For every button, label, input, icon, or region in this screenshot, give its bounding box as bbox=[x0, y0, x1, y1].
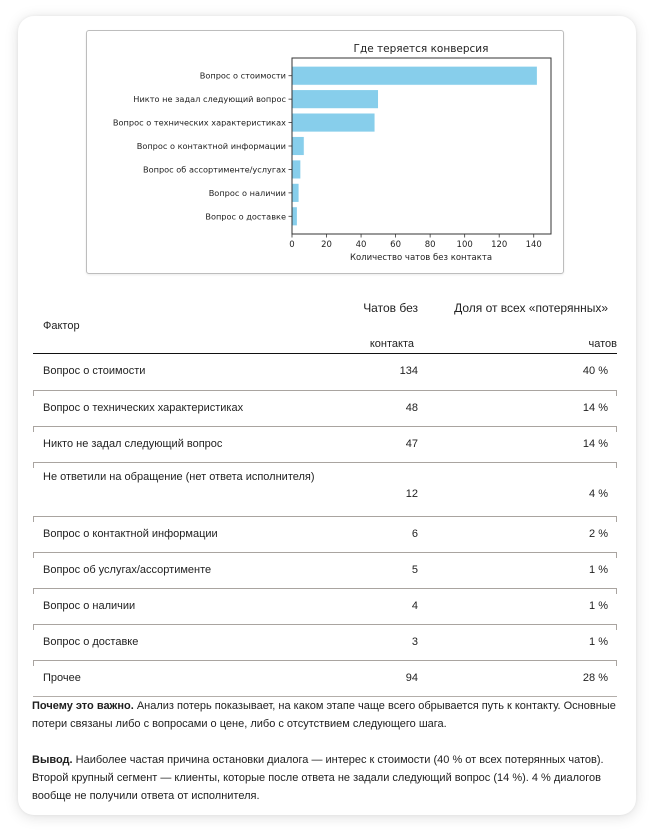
loss-factors-table bbox=[33, 296, 617, 697]
cell-share: 14 % bbox=[582, 402, 608, 414]
cell-share: 1 % bbox=[589, 564, 608, 576]
conclusion-paragraph bbox=[32, 751, 622, 805]
cell-count: 12 bbox=[405, 488, 418, 500]
cell-share: 40 % bbox=[582, 365, 608, 377]
x-tick-label: 80 bbox=[424, 240, 436, 250]
cell-factor: Вопрос о доставке bbox=[43, 636, 139, 648]
table-row bbox=[33, 624, 617, 660]
bar-4 bbox=[292, 160, 301, 179]
cell-share: 2 % bbox=[589, 528, 608, 540]
table-row bbox=[33, 462, 617, 516]
cell-count: 94 bbox=[405, 672, 418, 684]
cell-factor: Вопрос о технических характеристиках bbox=[43, 402, 244, 414]
cell-factor: Вопрос об услугах/ассортименте bbox=[43, 564, 212, 576]
y-tick-label: Никто не задал следующий вопрос bbox=[133, 94, 286, 105]
table-row bbox=[33, 552, 617, 588]
bar-2 bbox=[292, 113, 375, 132]
header-share-line1: Доля от всех «потерянных» bbox=[454, 301, 608, 315]
cell-count: 48 bbox=[405, 402, 418, 414]
bar-chart-svg bbox=[87, 31, 563, 273]
cell-share: 14 % bbox=[582, 438, 608, 450]
header-count-line2: контакта bbox=[369, 338, 414, 350]
header-factor: Фактор bbox=[43, 320, 80, 332]
table-row bbox=[33, 588, 617, 624]
cell-factor: Прочее bbox=[43, 672, 81, 684]
bar-5 bbox=[292, 183, 299, 202]
cell-count: 5 bbox=[411, 564, 418, 576]
header-count-line1: Чатов без bbox=[363, 301, 418, 315]
cell-factor: Не ответили на обращение (нет ответа исполнителя) bbox=[43, 471, 315, 483]
conclusion-lead: Вывод. bbox=[32, 754, 73, 766]
table-row bbox=[33, 660, 617, 696]
cell-share: 1 % bbox=[589, 636, 608, 648]
conclusion-text: Наиболее частая причина остановки диалога — интерес к стоимости (40 % от всех потерянных чатов). Второй крупный сегмент — клиенты, которые после ответа не задали следующий вопрос (14 %). 4 % диалогов вообще не получили ответа от исполнителя. bbox=[32, 754, 604, 802]
cell-count: 3 bbox=[411, 636, 418, 648]
x-tick-label: 60 bbox=[390, 240, 402, 250]
table-row bbox=[33, 426, 617, 462]
chart-title: Где теряется конверсия bbox=[353, 43, 489, 55]
bar-3 bbox=[292, 137, 304, 156]
cell-share: 28 % bbox=[582, 672, 608, 684]
x-tick-label: 20 bbox=[321, 240, 332, 250]
cell-share: 4 % bbox=[589, 488, 608, 500]
cell-count: 47 bbox=[405, 438, 418, 450]
why-important-text: Анализ потерь показывает, на каком этапе чаще всего обрывается путь к контакту. Основные потери связаны либо с вопросами о цене, либо с отсутствием следующего шага. bbox=[32, 700, 616, 730]
y-tick-label: Вопрос о стоимости bbox=[199, 70, 286, 81]
table-header bbox=[33, 296, 617, 354]
x-tick-label: 100 bbox=[456, 240, 473, 250]
table-row bbox=[33, 516, 617, 552]
why-important-paragraph bbox=[32, 697, 622, 733]
bar-6 bbox=[292, 207, 297, 226]
chart-x-axis-label: Количество чатов без контакта bbox=[349, 253, 493, 263]
x-tick-label: 0 bbox=[289, 240, 295, 250]
cell-factor: Вопрос о контактной информации bbox=[43, 528, 218, 540]
header-share-line2: чатов bbox=[588, 338, 617, 350]
why-important-lead: Почему это важно. bbox=[32, 700, 134, 712]
cell-count: 134 bbox=[399, 365, 418, 377]
table-row bbox=[33, 354, 617, 390]
cell-count: 6 bbox=[411, 528, 418, 540]
conversion-loss-chart bbox=[86, 30, 564, 274]
y-tick-label: Вопрос о наличии bbox=[208, 187, 286, 198]
table-row bbox=[33, 390, 617, 426]
x-tick-label: 120 bbox=[491, 240, 508, 250]
cell-factor: Вопрос о стоимости bbox=[43, 365, 146, 377]
y-tick-label: Вопрос о контактной информации bbox=[136, 141, 286, 151]
y-tick-label: Вопрос о технических характеристиках bbox=[112, 117, 286, 128]
cell-count: 4 bbox=[411, 600, 418, 612]
y-tick-label: Вопрос об ассортименте/услугах bbox=[143, 164, 286, 175]
cell-factor: Вопрос о наличии bbox=[43, 600, 136, 612]
bar-1 bbox=[292, 90, 378, 109]
bar-0 bbox=[292, 66, 537, 85]
x-tick-label: 140 bbox=[525, 240, 542, 250]
cell-factor: Никто не задал следующий вопрос bbox=[43, 438, 223, 450]
x-tick-label: 40 bbox=[355, 240, 367, 250]
cell-share: 1 % bbox=[589, 600, 608, 612]
y-tick-label: Вопрос о доставке bbox=[205, 211, 286, 222]
